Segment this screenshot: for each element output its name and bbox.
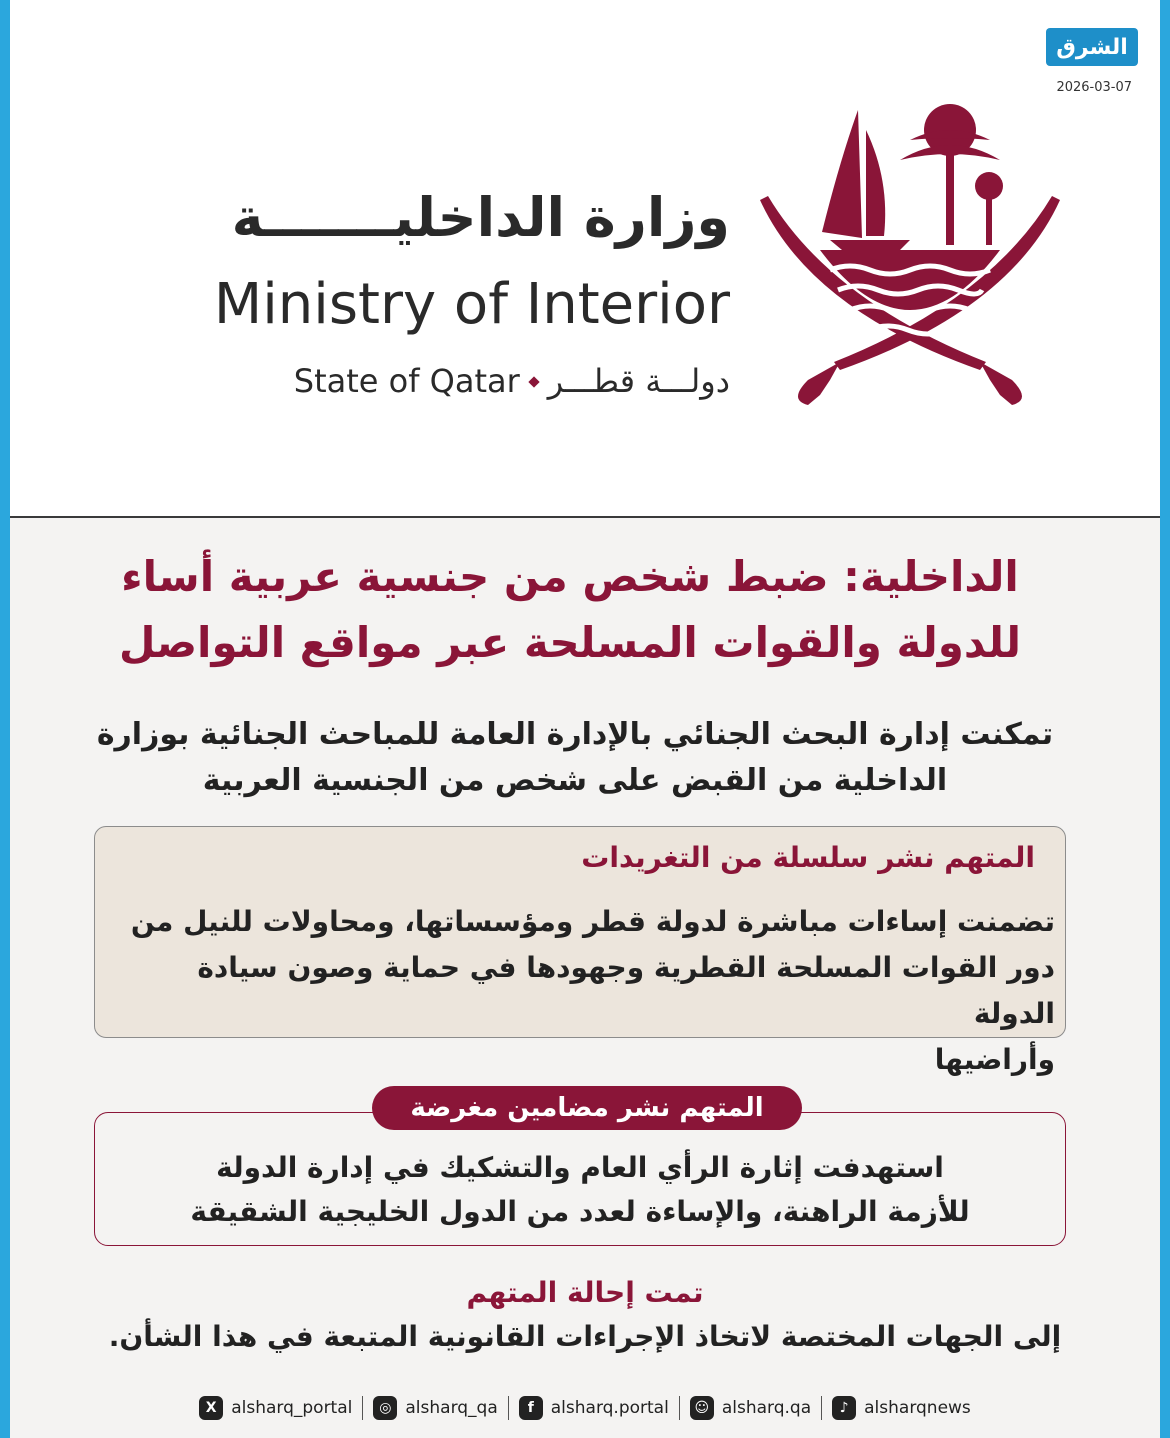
qatar-emblem-icon xyxy=(750,100,1070,410)
article-title-line: الداخلية: ضبط شخص من جنسية عربية أساء xyxy=(121,552,1019,601)
x-icon: X xyxy=(199,1396,223,1420)
header xyxy=(10,0,1160,518)
article-title xyxy=(60,544,1080,676)
social-x[interactable] xyxy=(189,1396,362,1420)
referral-body: إلى الجهات المختصة لاتخاذ الإجراءات القانونية المتبعة في هذا الشأن. xyxy=(108,1320,1062,1353)
state-name-en: State of Qatar xyxy=(293,362,520,400)
content-box-line: للأزمة الراهنة، والإساءة لعدد من الدول الخليجية الشقيقة xyxy=(190,1195,970,1228)
social-handle: alsharqnews xyxy=(864,1398,971,1418)
tiktok-icon: ♪ xyxy=(832,1396,856,1420)
social-handle: alsharq_portal xyxy=(231,1398,353,1418)
tweets-box-line: وأراضيها xyxy=(934,1043,1055,1076)
tweets-box-line: تضمنت إساءات مباشرة لدولة قطر ومؤسساتها، ومحاولات للنيل من xyxy=(130,905,1055,938)
state-name xyxy=(180,362,730,400)
content-box-title: المتهم نشر مضامين مغرضة xyxy=(372,1086,802,1130)
social-handle: alsharq.qa xyxy=(721,1398,812,1418)
tweets-box-body xyxy=(115,899,1055,1083)
social-facebook[interactable] xyxy=(509,1396,679,1420)
social-bar xyxy=(160,1392,1010,1424)
social-instagram[interactable] xyxy=(363,1396,507,1420)
social-handle: alsharq.portal xyxy=(550,1398,669,1418)
facebook-icon: f xyxy=(519,1396,543,1420)
article-intro-line: تمكنت إدارة البحث الجنائي بالإدارة العامة للمباحث الجنائية بوزارة xyxy=(96,717,1054,752)
social-tiktok[interactable] xyxy=(822,1396,981,1420)
alsharq-logo[interactable]: الشرق xyxy=(1046,28,1138,66)
article-title-line: للدولة والقوات المسلحة عبر مواقع التواصل xyxy=(118,618,1021,667)
instagram-icon: ◎ xyxy=(373,1396,397,1420)
tweets-box-title: المتهم نشر سلسلة من التغريدات xyxy=(581,841,1035,874)
state-name-ar: دولـــة قطـــر xyxy=(547,362,730,400)
tweets-box xyxy=(94,826,1066,1076)
referral-title: تمت إحالة المتهم xyxy=(466,1276,704,1309)
social-handle: alsharq_qa xyxy=(405,1398,498,1418)
article-intro xyxy=(80,712,1070,804)
article-intro-line: الداخلية من القبض على شخص من الجنسية العربية xyxy=(202,763,948,798)
social-snapchat[interactable] xyxy=(680,1396,821,1420)
content-box-body xyxy=(94,1146,1066,1234)
diamond-separator-icon xyxy=(528,376,539,387)
publish-date: 2026-03-07 xyxy=(1056,80,1132,95)
snapchat-icon: ☺ xyxy=(690,1396,714,1420)
tweets-box-line: دور القوات المسلحة القطرية وجهودها في حماية وصون سيادة الدولة xyxy=(197,951,1055,1030)
ministry-name-en: Ministry of Interior xyxy=(213,272,730,337)
content-box-line: استهدفت إثارة الرأي العام والتشكيك في إدارة الدولة xyxy=(216,1151,944,1184)
ministry-name-ar: وزارة الداخليـــــــة xyxy=(231,186,730,249)
